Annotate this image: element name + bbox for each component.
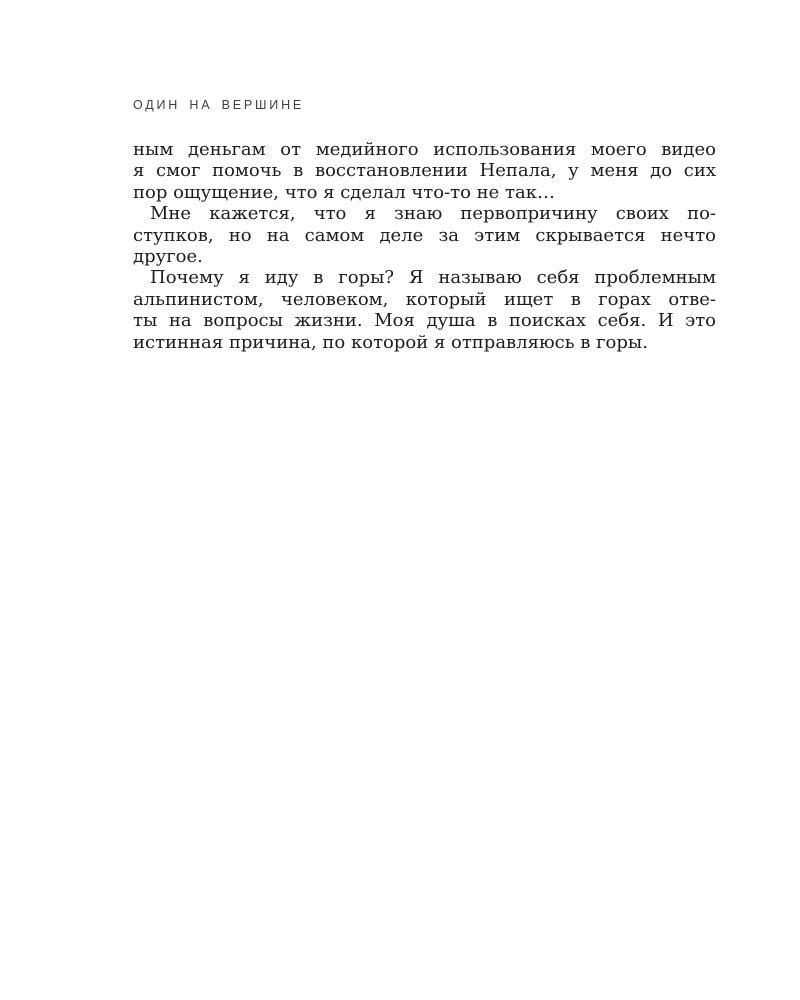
text-line: Мне кажется, что я знаю первопричину своих по- xyxy=(150,203,716,225)
text-line: ным деньгам от медийного использования моего видео xyxy=(133,139,716,160)
text-line: пор ощущение, что я сделал что-то не так… xyxy=(133,181,555,203)
running-header: ОДИН НА ВЕРШИНЕ xyxy=(133,98,305,112)
text-line: альпинистом, человеком, который ищет в горах отве- xyxy=(133,288,716,310)
text-line: я смог помочь в восстановлении Непала, у меня до сих xyxy=(133,160,716,182)
text-line: ступков, но на самом деле за этим скрывается нечто xyxy=(133,224,716,246)
text-line: ты на вопросы жизни. Моя душа в поисках себя. И это xyxy=(133,310,716,332)
body-text xyxy=(133,139,716,353)
text-line: истинная причина, по которой я отправляюсь в горы. xyxy=(133,331,648,353)
text-line: другое. xyxy=(133,246,203,268)
text-line: Почему я иду в горы? Я называю себя проблемным xyxy=(150,267,716,289)
